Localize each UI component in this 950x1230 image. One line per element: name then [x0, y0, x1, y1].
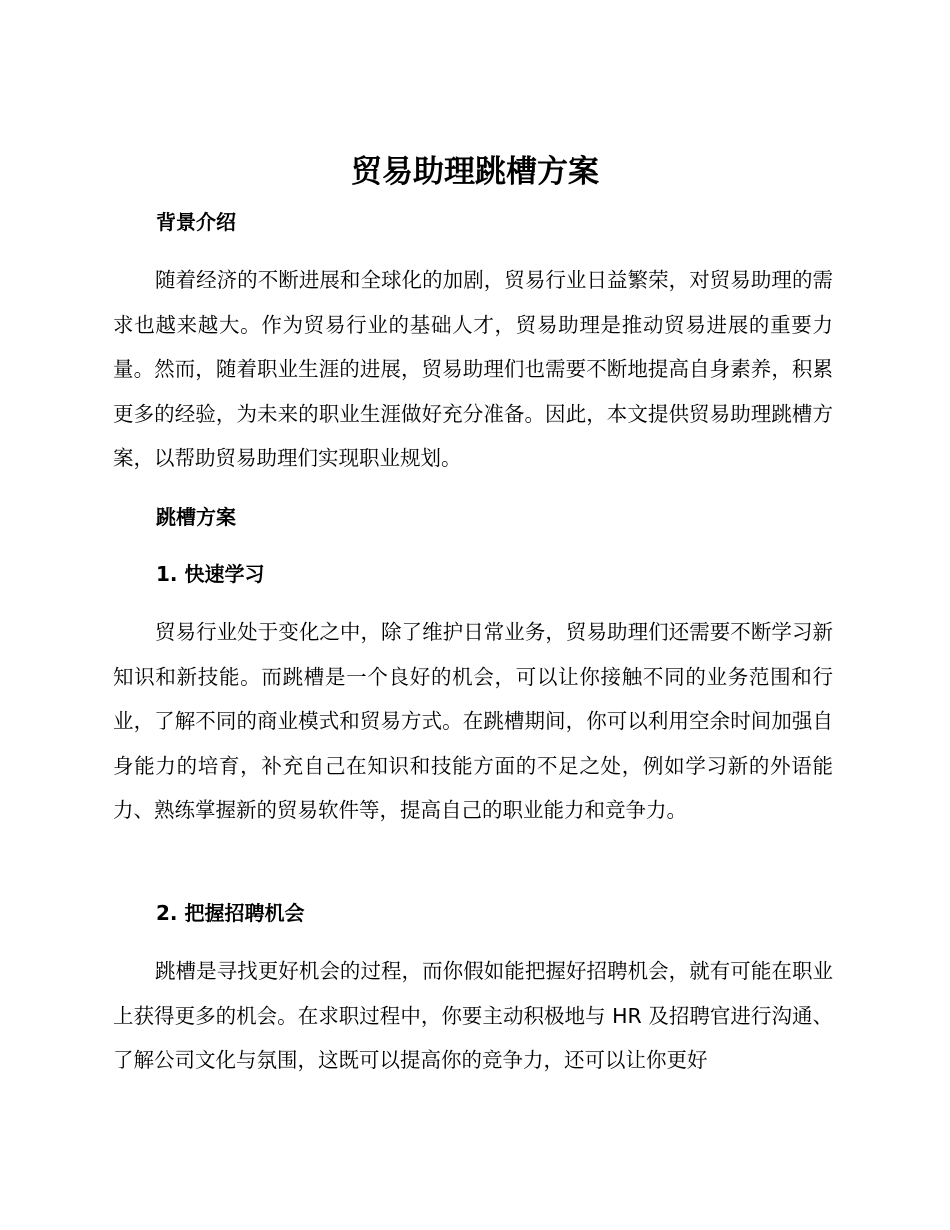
paragraph-quick-learning: 贸易行业处于变化之中，除了维护日常业务，贸易助理们还需要不断学习新知识和新技能。而跳槽是一个良好的机会，可以让你接触不同的业务范围和行业，了解不同的商业模式和贸易方式。在跳槽期间，你可以利用空余时间加强自身能力的培育，补充自己在知识和技能方面的不足之处，例如学习新的外语能力、熟练掌握新的贸易软件等，提高自己的职业能力和竞争力。 [113, 620, 833, 822]
section-heading-background: 背景介绍 [156, 210, 236, 234]
paragraph-recruitment: 跳槽是寻找更好机会的过程，而你假如能把握好招聘机会，就有可能在职业上获得更多的机会。在求职过程中，你要主动积极地与 HR 及招聘官进行沟通、了解公司文化与氛围，这既可以提高你的竞争力，还可以让你更好 [113, 959, 833, 1072]
document-title: 贸易助理跳槽方案 [351, 154, 599, 190]
subheading-quick-learning: 1. 快速学习 [156, 562, 265, 586]
subheading-recruitment: 2. 把握招聘机会 [156, 901, 305, 925]
paragraph-background: 随着经济的不断进展和全球化的加剧，贸易行业日益繁荣，对贸易助理的需求也越来越大。作为贸易行业的基础人才，贸易助理是推动贸易进展的重要力量。然而，随着职业生涯的进展，贸易助理们也需要不断地提高自身素养，积累更多的经验，为未来的职业生涯做好充分准备。因此，本文提供贸易助理跳槽方案，以帮助贸易助理们实现职业规划。 [113, 268, 833, 470]
section-heading-plan: 跳槽方案 [156, 505, 236, 529]
